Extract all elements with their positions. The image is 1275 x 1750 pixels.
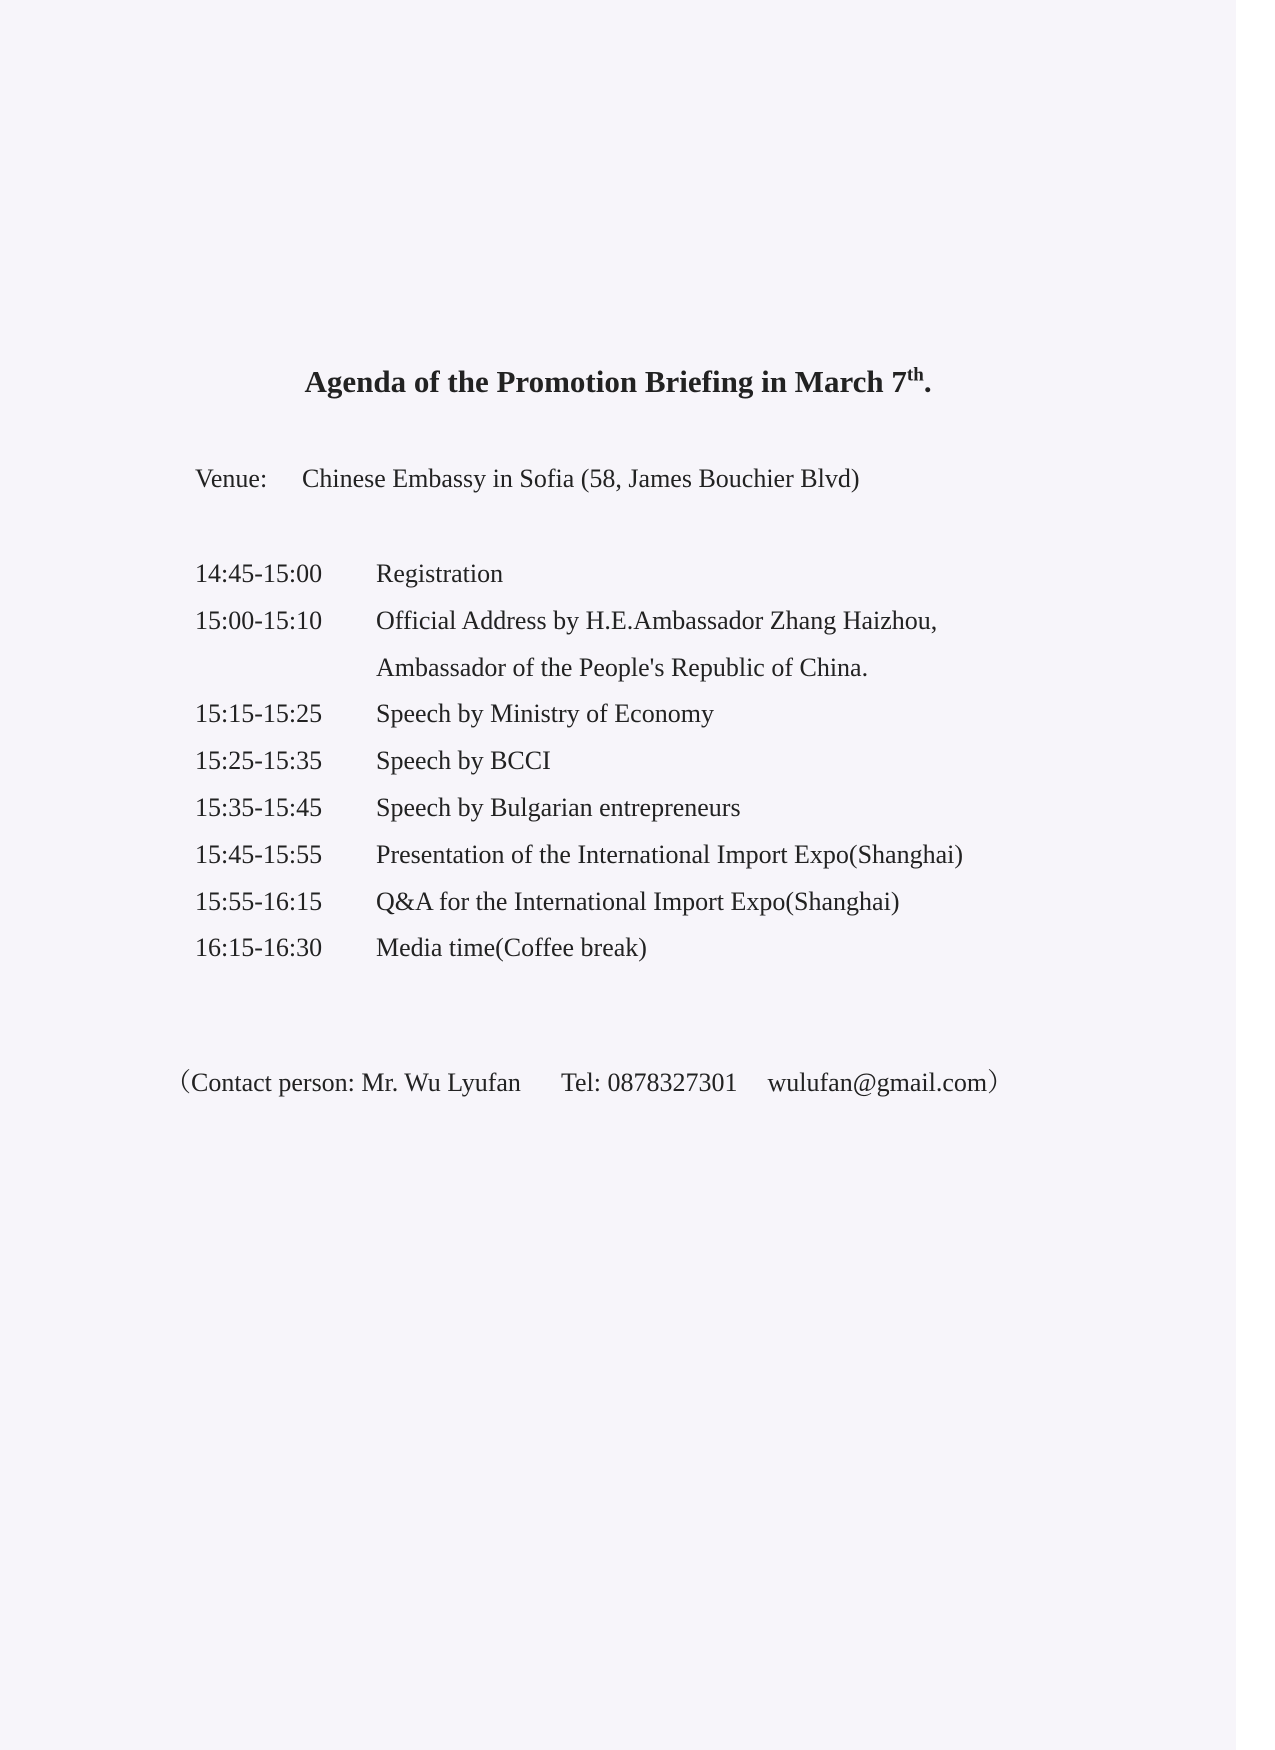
contact-email: wulufan@gmail.com） xyxy=(767,1068,1014,1097)
agenda-row xyxy=(195,551,963,598)
agenda-item: Q&A for the International Import Expo(Shanghai) xyxy=(376,886,900,916)
agenda-row xyxy=(195,598,963,645)
agenda-item: Speech by Ministry of Economy xyxy=(376,699,714,729)
agenda-row xyxy=(195,785,963,832)
title-text: Agenda of the Promotion Briefing in March 7 xyxy=(304,364,907,399)
agenda-time: 15:00-15:10 xyxy=(195,605,323,635)
page-title xyxy=(0,362,1236,402)
agenda-item: Speech by BCCI xyxy=(376,746,551,776)
agenda-row xyxy=(195,691,963,738)
agenda-time: 16:15-16:30 xyxy=(195,933,323,963)
agenda-row xyxy=(195,832,963,879)
agenda-time xyxy=(195,645,376,692)
agenda-list xyxy=(195,551,963,972)
agenda-time: 14:45-15:00 xyxy=(195,559,323,588)
agenda-time: 15:35-15:45 xyxy=(195,792,323,822)
agenda-item: Speech by Bulgarian entrepreneurs xyxy=(376,792,741,822)
agenda-row xyxy=(195,645,963,692)
scan-edge xyxy=(1236,0,1275,1750)
contact-person: （Contact person: Mr. Wu Lyufan xyxy=(165,1068,521,1097)
agenda-item: Registration xyxy=(376,559,504,588)
agenda-time: 15:55-16:15 xyxy=(195,886,323,916)
agenda-item: Official Address by H.E.Ambassador Zhang Haizhou, xyxy=(376,605,938,635)
contact-line xyxy=(165,1066,1013,1100)
agenda-row xyxy=(195,738,963,785)
venue-label: Venue: xyxy=(195,464,268,493)
agenda-time: 15:45-15:55 xyxy=(195,839,323,869)
agenda-item: Presentation of the International Import Expo(Shanghai) xyxy=(376,839,964,869)
contact-tel: Tel: 0878327301 xyxy=(560,1068,738,1097)
agenda-item: Media time(Coffee break) xyxy=(376,933,647,963)
agenda-row xyxy=(195,879,963,926)
agenda-item: Ambassador of the People's Republic of China. xyxy=(376,652,869,682)
venue-line xyxy=(195,462,859,496)
title-superscript: th xyxy=(906,364,924,386)
agenda-time: 15:25-15:35 xyxy=(195,746,323,776)
title-end: . xyxy=(923,364,932,399)
agenda-row xyxy=(195,925,963,972)
venue-value: Chinese Embassy in Sofia (58, James Bouchier Blvd) xyxy=(302,464,860,493)
agenda-time: 15:15-15:25 xyxy=(195,699,323,729)
